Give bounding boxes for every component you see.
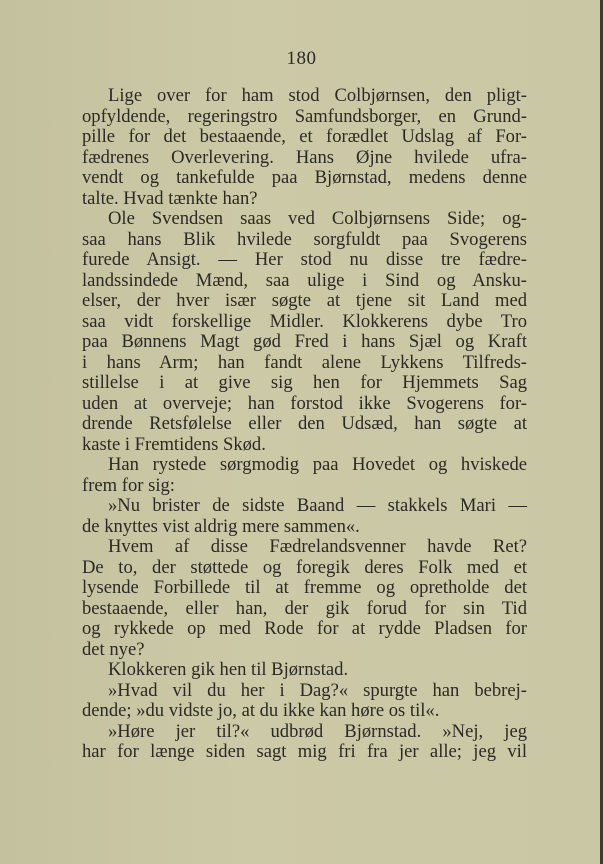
text-line: saa vidt forskellige Midler. Klokkerens dybe Tro	[82, 310, 527, 332]
text-line: har for længe siden sagt mig fri fra jer alle; jeg vil	[82, 741, 527, 762]
text-line: dende; »du vidste jo, at du ikke kan høre os til«.	[82, 700, 440, 721]
text-line: »Hvad vil du her i Dag?« spurgte han bebrej-	[108, 679, 527, 701]
text-line: opfyldende, regeringstro Samfundsborger, en Grund-	[82, 105, 527, 127]
text-line: de knyttes vist aldrig mere sammen«.	[82, 515, 360, 537]
text-line: furede Ansigt. — Her stod nu disse tre fædre-	[82, 249, 527, 270]
text-line: Ole Svendsen saas ved Colbjørnsens Side; og-	[108, 208, 527, 229]
text-line: i hans Arm; han fandt alene Lykkens Tilfreds-	[82, 351, 527, 373]
text-line: det nye?	[82, 638, 145, 660]
text-line: paa Bønnens Magt gød Fred i hans Sjæl og Kraft	[82, 331, 527, 352]
text-line: lysende Forbillede til at fremme og opretholde det	[82, 577, 527, 598]
text-line: Han rystede sørgmodig paa Hovedet og hviskede	[108, 454, 527, 475]
text-line: kaste i Fremtidens Skød.	[82, 433, 266, 455]
text-line: bestaaende, eller han, der gik forud for sin Tid	[82, 597, 527, 619]
text-line: elser, der hver især søgte at tjene sit Land med	[82, 290, 527, 311]
text-line: frem for sig:	[82, 474, 175, 496]
text-line: uden at overveje; han forstod ikke Svogerens for-	[82, 392, 527, 414]
body-text	[82, 86, 527, 763]
text-line: De to, der støttede og foregik deres Folk med et	[82, 556, 527, 578]
text-line: »Høre jer til?« udbrød Bjørnstad. »Nej, jeg	[108, 720, 527, 742]
text-line: pille for det bestaaende, et forædlet Udslag af For-	[82, 126, 527, 147]
text-line: og rykkede op med Rode for at rydde Pladsen for	[82, 618, 527, 639]
text-line: drende Retsfølelse eller den Udsæd, han søgte at	[82, 413, 527, 434]
page-number: 180	[286, 48, 317, 69]
text-line: saa hans Blik hvilede sorgfuldt paa Svogerens	[82, 228, 527, 250]
text-line: stillelse i at give sig hen for Hjemmets Sag	[82, 372, 527, 393]
text-line: fædrenes Overlevering. Hans Øjne hvilede ufra-	[82, 146, 527, 168]
text-line: talte. Hvad tænkte han?	[82, 187, 258, 209]
text-line: Hvem af disse Fædrelandsvenner havde Ret?	[108, 536, 527, 557]
text-line: Klokkeren gik hen til Bjørnstad.	[108, 659, 349, 680]
text-line: Lige over for ham stod Colbjørnsen, den pligt-	[108, 85, 527, 106]
text-line: landssindede Mænd, saa ulige i Sind og Ansku-	[82, 269, 527, 291]
text-line: vendt og tankefulde paa Bjørnstad, medens denne	[82, 167, 527, 188]
text-line: »Nu brister de sidste Baand — stakkels Mari —	[108, 495, 527, 516]
